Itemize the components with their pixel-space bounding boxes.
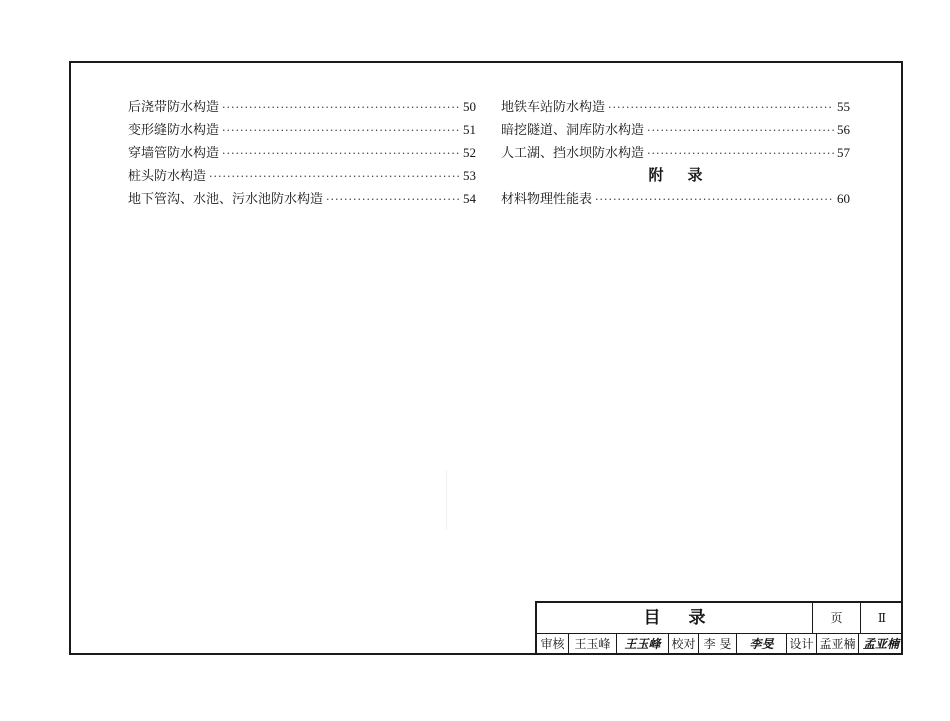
toc-entry-page: 52	[463, 145, 476, 160]
leader-dots	[222, 142, 460, 165]
toc-entry-title: 变形缝防水构造	[128, 123, 220, 138]
toc-entry[interactable]	[501, 95, 850, 118]
reviewer-signature	[617, 634, 669, 655]
toc-entry[interactable]	[501, 187, 850, 210]
toc-entry-title: 地下管沟、水池、污水池防水构造	[128, 192, 324, 207]
toc-entry-page: 60	[837, 191, 850, 206]
toc-entry-title: 后浇带防水构造	[128, 100, 220, 115]
drawing-title: 目录	[537, 603, 813, 633]
toc-entry-page: 50	[463, 99, 476, 114]
leader-dots	[326, 188, 460, 211]
toc-right-column	[501, 95, 850, 210]
toc-entry-title: 穿墙管防水构造	[128, 146, 220, 161]
toc-entry[interactable]	[501, 141, 850, 164]
designer-signature	[859, 634, 903, 655]
signature-text: 王玉峰	[624, 637, 661, 651]
toc-entry[interactable]	[501, 118, 850, 141]
title-block-signature-row	[537, 634, 903, 655]
toc-entry[interactable]	[128, 141, 476, 164]
toc-entry-page: 54	[463, 191, 476, 206]
toc-entry-title: 地铁车站防水构造	[501, 100, 606, 115]
toc-entry[interactable]	[128, 118, 476, 141]
toc-entry-page: 56	[837, 122, 850, 137]
toc-entry-title: 桩头防水构造	[128, 169, 207, 184]
title-block	[535, 601, 903, 655]
toc-entry-title: 材料物理性能表	[501, 192, 593, 207]
toc-entry[interactable]	[128, 95, 476, 118]
signature-text: 孟亚楠	[862, 637, 899, 651]
leader-dots	[608, 96, 834, 119]
toc-left-column	[128, 95, 476, 210]
checker-signature	[737, 634, 787, 655]
toc-entry-title: 人工湖、挡水坝防水构造	[501, 146, 645, 161]
review-label: 审核	[537, 634, 569, 655]
signature-text: 李旻	[749, 637, 774, 651]
toc-entry-page: 53	[463, 168, 476, 183]
toc-entry-title: 暗挖隧道、洞库防水构造	[501, 123, 645, 138]
design-label: 设计	[787, 634, 817, 655]
page-label: 页	[813, 603, 861, 633]
reviewer-name: 王玉峰	[569, 634, 617, 655]
leader-dots	[222, 119, 460, 142]
leader-dots	[647, 142, 834, 165]
toc-entry-page: 51	[463, 122, 476, 137]
appendix-heading: 附录	[648, 166, 727, 184]
leader-dots	[209, 165, 460, 188]
leader-dots	[647, 119, 834, 142]
leader-dots	[595, 188, 834, 211]
checker-name: 李 旻	[699, 634, 737, 655]
toc-entry-page: 57	[837, 145, 850, 160]
toc-entry-page: 55	[837, 99, 850, 114]
toc-entry[interactable]	[128, 164, 476, 187]
scan-mark	[446, 470, 447, 530]
toc-entry[interactable]	[128, 187, 476, 210]
leader-dots	[222, 96, 460, 119]
check-label: 校对	[669, 634, 699, 655]
designer-name: 孟亚楠	[817, 634, 859, 655]
page-number: Ⅱ	[877, 611, 887, 625]
title-block-header-row	[537, 603, 903, 634]
